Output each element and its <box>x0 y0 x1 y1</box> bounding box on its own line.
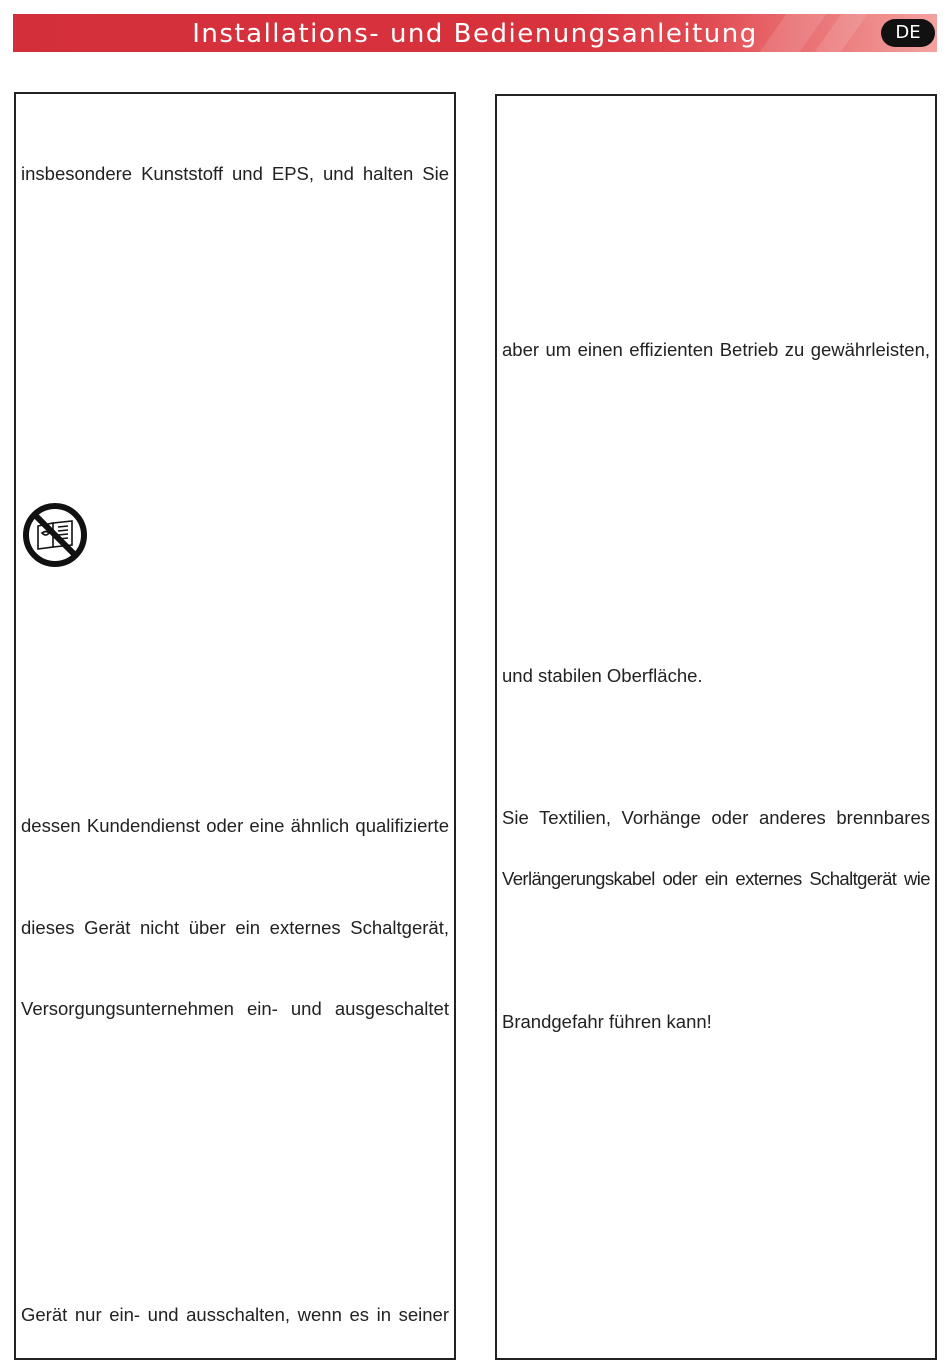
page-title: Installations- und Bedienungsanleitung <box>192 19 758 49</box>
language-badge: DE <box>881 19 935 47</box>
left-text-line: insbesondere Kunststoff und EPS, und halten Sie <box>21 163 449 184</box>
right-text-line: und stabilen Oberfläche. <box>502 665 703 686</box>
left-text-line: dieses Gerät nicht über ein externes Schaltgerät, <box>21 917 449 938</box>
right-column <box>495 94 937 1360</box>
no-book-icon <box>22 502 88 568</box>
right-text-line: Brandgefahr führen kann! <box>502 1011 712 1032</box>
right-text-line: Sie Textilien, Vorhänge oder anderes brennbares <box>502 807 930 828</box>
right-text-line: aber um einen effizienten Betrieb zu gewährleisten, <box>502 339 930 360</box>
left-text-line: dessen Kundendienst oder eine ähnlich qualifizierte <box>21 815 449 836</box>
left-text-line: Gerät nur ein- und ausschalten, wenn es in seiner <box>21 1304 449 1325</box>
left-text-line: Versorgungsunternehmen ein- und ausgeschaltet <box>21 998 449 1019</box>
right-text-line: Verlängerungskabel oder ein externes Schaltgerät wie <box>502 868 930 889</box>
left-column <box>14 92 456 1360</box>
